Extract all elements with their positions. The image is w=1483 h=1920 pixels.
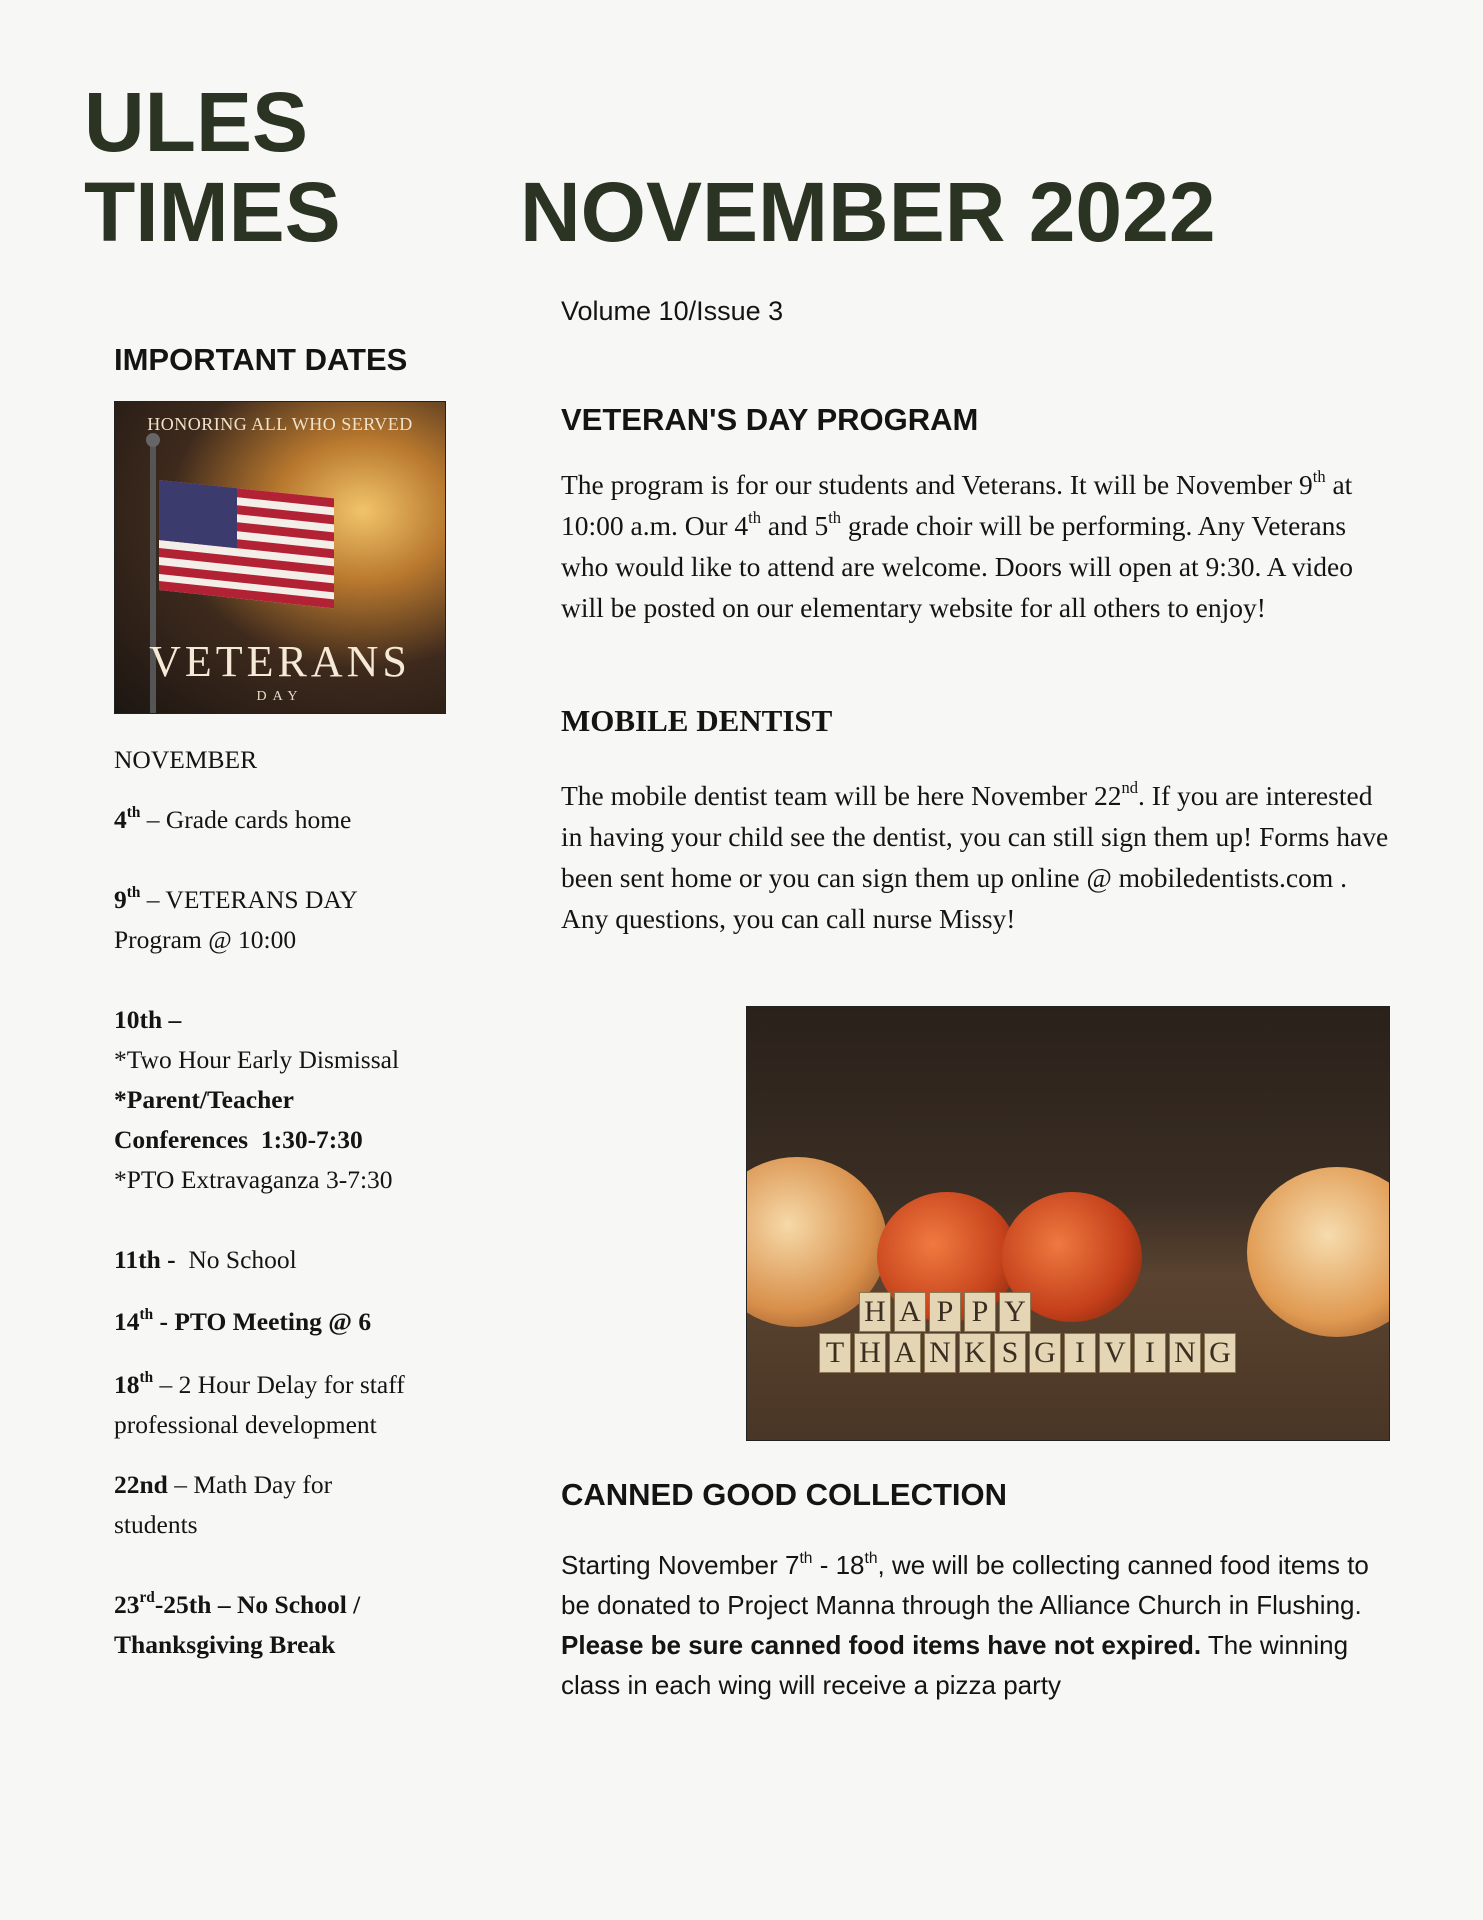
date-item-22: 22nd – Math Day for students xyxy=(114,1470,333,1539)
date-item-11: 11th - No School xyxy=(114,1245,297,1274)
letter-block: G xyxy=(1204,1333,1236,1373)
mobile-dentist-text: The mobile dentist team will be here November 22nd. If you are interested in having your child see the dentist, you can still sign them up! Forms have been sent home or you can sign them up online @ mobiledentists.com . Any questions, you can call nurse Missy! xyxy=(561,778,1389,934)
veterans-image-banner: HONORING ALL WHO SERVED xyxy=(147,414,413,434)
letter-block: T xyxy=(819,1333,851,1373)
letter-block: H xyxy=(859,1292,891,1332)
letter-block: V xyxy=(1099,1333,1131,1373)
veterans-image-title: VETERANS xyxy=(149,637,411,686)
date-item-4: 4th – Grade cards home xyxy=(114,803,352,834)
date-item-18: 18th – 2 Hour Delay for staff professional development xyxy=(114,1368,405,1439)
veterans-image-subtitle: DAY xyxy=(256,689,304,704)
letter-block: K xyxy=(959,1333,991,1373)
letter-block: P xyxy=(929,1292,961,1332)
letter-block: N xyxy=(924,1333,956,1373)
masthead-title-line2: TIMES xyxy=(84,165,341,259)
veterans-program-text: The program is for our students and Veterans. It will be November 9th at 10:00 a.m. Our 4th and 5th grade choir will be performing. Any Veterans who would like to attend are welcome. Doors will open at 9:30. A video will be posted on our elementary website for all others to enjoy! xyxy=(561,467,1353,623)
letter-block: N xyxy=(1169,1333,1201,1373)
masthead-title-line1: ULES xyxy=(84,75,309,169)
happy-thanksgiving-image xyxy=(746,1006,1390,1441)
block-row-thanksgiving xyxy=(819,1333,1236,1373)
veterans-program-heading: VETERAN'S DAY PROGRAM xyxy=(561,402,979,437)
letter-block: I xyxy=(1064,1333,1096,1373)
letter-block: G xyxy=(1029,1333,1061,1373)
letter-block: I xyxy=(1134,1333,1166,1373)
canned-good-heading: CANNED GOOD COLLECTION xyxy=(561,1477,1008,1512)
veterans-day-image xyxy=(114,401,446,714)
letter-block: A xyxy=(889,1333,921,1373)
letter-block: H xyxy=(854,1333,886,1373)
letter-block: S xyxy=(994,1333,1026,1373)
letter-block: A xyxy=(894,1292,926,1332)
canned-good-text: Starting November 7th - 18th, we will be collecting canned food items to be donated to Project Manna through the Alliance Church in Flushing. Please be sure canned food items have not expired. The winning class in each wing will receive a pizza party xyxy=(561,1549,1369,1700)
volume-issue: Volume 10/Issue 3 xyxy=(561,296,784,326)
masthead-issue-month: NOVEMBER 2022 xyxy=(520,165,1216,259)
date-item-14: 14th - PTO Meeting @ 6 xyxy=(114,1305,372,1336)
mobile-dentist-heading: MOBILE DENTIST xyxy=(561,703,833,738)
date-item-10: 10th – *Two Hour Early Dismissal *Parent/Teacher Conferences 1:30-7:30 *PTO Extravaganza 3-7:30 xyxy=(114,1005,400,1194)
letter-block: P xyxy=(964,1292,996,1332)
letter-block: Y xyxy=(999,1292,1031,1332)
pumpkin-right xyxy=(1247,1167,1390,1337)
date-item-23: 23rd-25th – No School / Thanksgiving Break xyxy=(114,1588,361,1659)
important-dates-heading: IMPORTANT DATES xyxy=(114,342,408,377)
block-row-happy xyxy=(859,1292,1031,1332)
date-item-9: 9th – VETERANS DAY Program @ 10:00 xyxy=(114,883,358,954)
dates-month: NOVEMBER xyxy=(114,745,258,774)
